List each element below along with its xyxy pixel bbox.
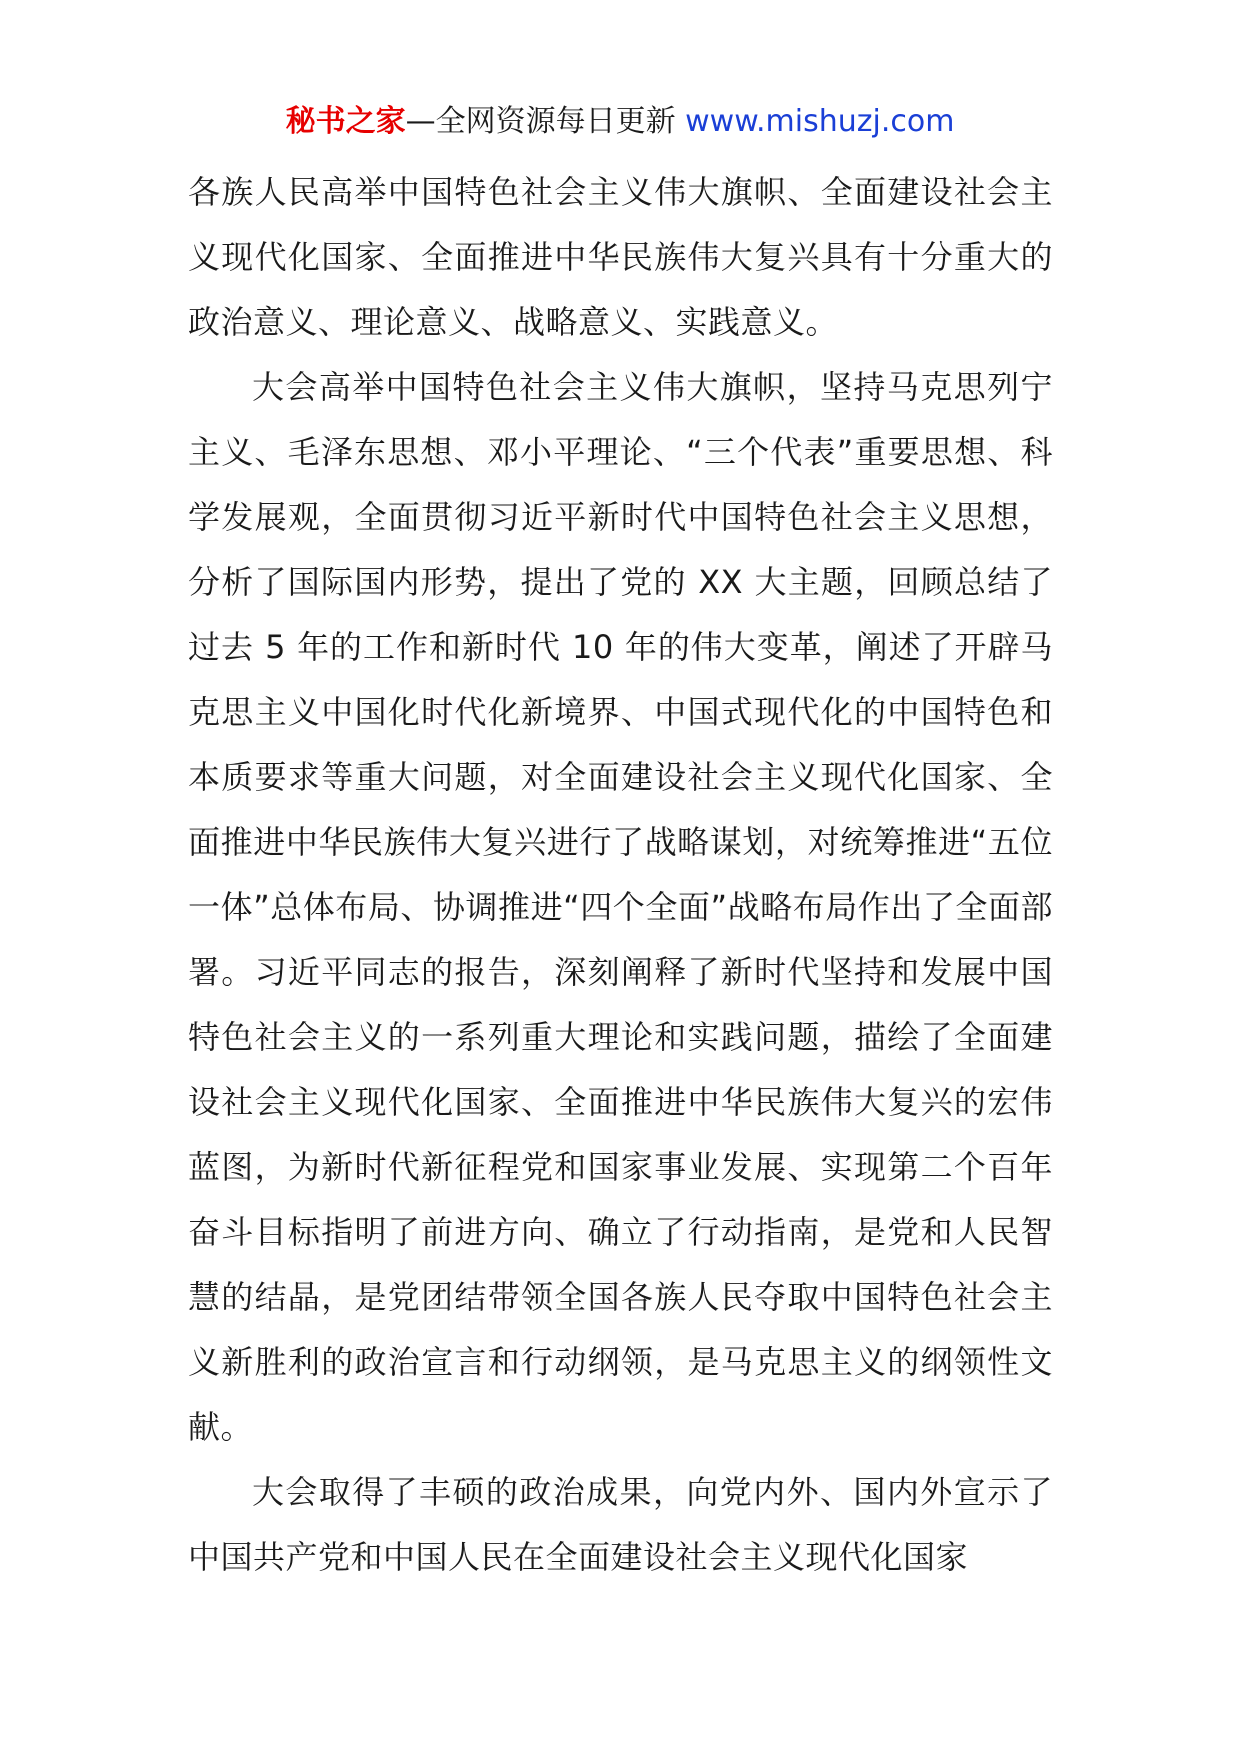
header-brand: 秘书之家 (285, 104, 406, 139)
page-header (0, 102, 1240, 142)
document-body (188, 160, 1053, 1590)
header-tagline: —全网资源每日更新 (405, 104, 686, 139)
paragraph-2: 大会高举中国特色社会主义伟大旗帜，坚持马克思列宁主义、毛泽东思想、邓小平理论、“三个代表”重要思想、科学发展观，全面贯彻习近平新时代中国特色社会主义思想，分析了国际国内形势，提出了党的 XX 大主题，回顾总结了过去 5 年的工作和新时代 10 年的伟大变革，阐述了开辟马克思主义中国化时代化新境界、中国式现代化的中国特色和本质要求等重大问题，对全面建设社会主义现代化国家、全面推进中华民族伟大复兴进行了战略谋划，对统筹推进“五位一体”总体布局、协调推进“四个全面”战略布局作出了全面部署。习近平同志的报告，深刻阐释了新时代坚持和发展中国特色社会主义的一系列重大理论和实践问题，描绘了全面建设社会主义现代化国家、全面推进中华民族伟大复兴的宏伟蓝图，为新时代新征程党和国家事业发展、实现第二个百年奋斗目标指明了前进方向、确立了行动指南，是党和人民智慧的结晶，是党团结带领全国各族人民夺取中国特色社会主义新胜利的政治宣言和行动纲领，是马克思主义的纲领性文献。 (188, 368, 1053, 1446)
paragraph-1: 各族人民高举中国特色社会主义伟大旗帜、全面建设社会主义现代化国家、全面推进中华民族伟大复兴具有十分重大的政治意义、理论意义、战略意义、实践意义。 (188, 173, 1053, 341)
header-url-link[interactable]: www.mishuzj.com (685, 104, 955, 139)
paragraph-3: 大会取得了丰硕的政治成果，向党内外、国内外宣示了中国共产党和中国人民在全面建设社会主义现代化国家 (188, 1473, 1053, 1576)
